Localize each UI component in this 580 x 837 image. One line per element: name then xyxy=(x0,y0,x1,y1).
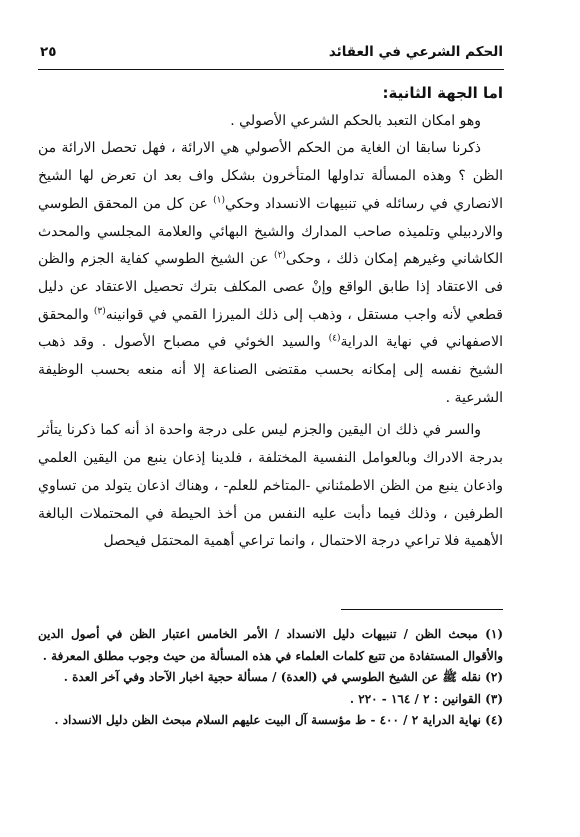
footnote-separator xyxy=(341,609,503,610)
intro-line: وهو امكان التعبد بالحكم الشرعي الأصولي . xyxy=(230,112,481,129)
running-title: الحكم الشرعي في العقائد xyxy=(328,44,503,60)
footnote-4: (٤) نهاية الدراية ٢ / ٤٠٠ - ط مؤسسة آل البيت عليهم السلام مبحث الظن دليل الانسداد . xyxy=(54,713,503,727)
footnote-ref-1[interactable]: (١) xyxy=(213,195,225,206)
footnote-1: (١) مبحث الظن / تنبيهات دليل الانسداد / الأمر الخامس اعتبار الظن في أصول الدين والأقوال المستفادة من تتبع كلمات العلماء في هذه المسألة من حيث وجوب مطلق المعرفة . xyxy=(38,627,503,663)
footnote-ref-4[interactable]: (٤) xyxy=(328,333,341,344)
paragraph-1 xyxy=(38,135,503,412)
section-heading: اما الجهة الثانية: xyxy=(382,84,503,102)
paragraph-1-part-c: عن الشيخ الطوسي كفاية الجزم والظن فى الاعتقاد إذا طابق الواقع وإنْ عصى المكلف بترك تحصيل الاعتقاد عن دليل قطعي لأنه واجب مستقل ، وذهب إلى ذلك الميرزا القمي في قوانينه xyxy=(38,251,503,323)
footnote-ref-3[interactable]: (٣) xyxy=(93,305,106,316)
page-number: ٢٥ xyxy=(40,44,57,60)
footnote-3: (٣) القوانين : ٢ / ١٦٤ - ٢٢٠ . xyxy=(349,691,503,706)
footnotes xyxy=(38,624,503,732)
paragraph-1-part-e: والسيد الخوئي في مصباح الأصول . وقد ذهب الشيخ نفسه إلى إمكانه بحسب مقتضى الصناعة إلا أنه منعه بحسب الوظيفة الشرعية . xyxy=(38,334,503,406)
footnote-2: (٢) نقله ﷺ عن الشيخ الطوسي في (العدة) / مسألة حجية اخبار الآحاد وفي آخر العدة . xyxy=(63,670,503,684)
paragraph-1-part-a: ذكرنا سابقا ان الغاية من الحكم الأصولي هي الارائة ، فهل تحصل الارائة من الظن ؟ وهذه المسألة تداولها المتأخرون بشكل واف بعد ان تعرض لها الشيخ الانصاري في رسائله في تنبيهات الانسداد وحكي xyxy=(38,140,503,212)
footnote-ref-2[interactable]: (٢) xyxy=(274,250,286,261)
paragraph-1-part-b: عن كل من المحقق الطوسي والاردبيلي وتلميذه صاحب المدارك والشيخ البهائي والعلامة المجلسي والمحدث الكاشاني وغيرهم إمكان ذلك ، وحكى xyxy=(38,195,503,268)
header-rule xyxy=(38,69,504,70)
paragraph-2: والسر في ذلك ان اليقين والجزم ليس على درجة واحدة اذ أنه كما ذكرنا يتأثر بدرجة الادراك وبالعوامل النفسية المختلفة ، فلدينا إذعان ينبع من اليقين العلمي واذعان ينبع من الظن الاطمئناني -المتاخم للعلم- ، وهناك اذعان يتولد من تساوي الطرفين ، وذلك فيما دأبت عليه النفس من أخذ الحيطة في المحتملات البالغة الأهمية فلا تراعي درجة الاحتمال ، وانما تراعي أهمية المحتمَل فيحصل xyxy=(38,422,503,550)
paragraph-1-part-d: والمحقق الاصفهاني في نهاية الدراية xyxy=(38,306,503,351)
main-text xyxy=(38,80,503,556)
